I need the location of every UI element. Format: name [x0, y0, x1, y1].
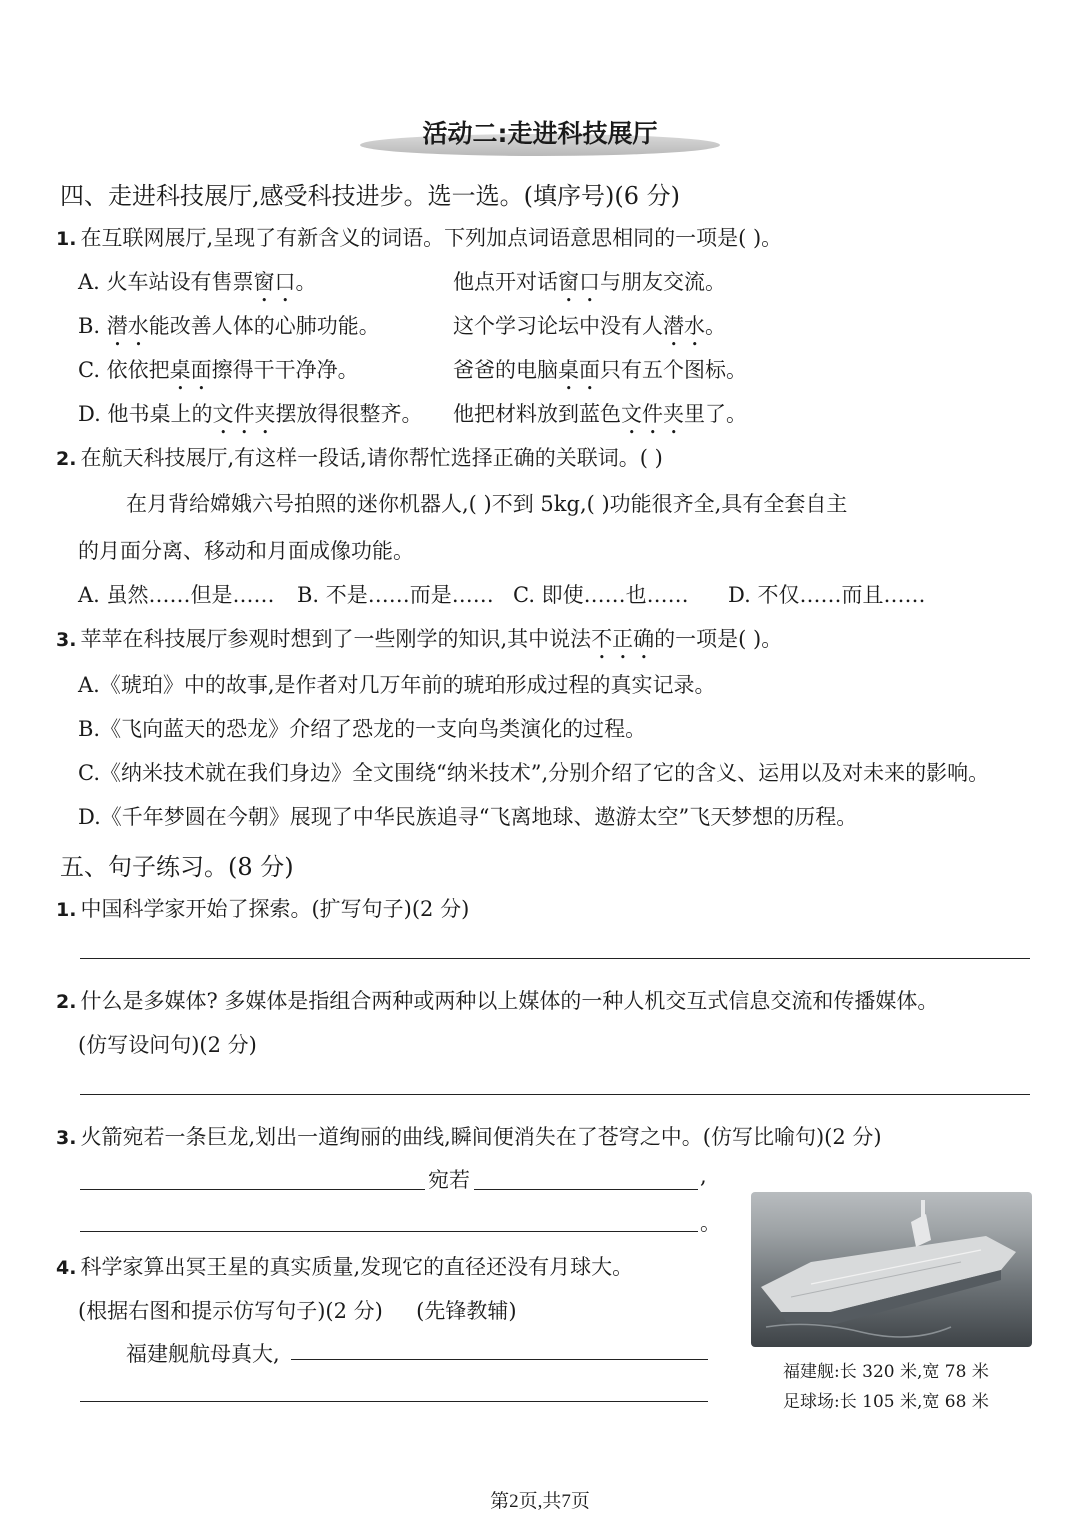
- q1-option-d-left: D. 他书桌上的文件夹摆放得很整齐。: [78, 402, 423, 426]
- q3-number: 3.: [56, 629, 77, 651]
- section4-heading: 四、走进科技展厅,感受科技进步。选一选。(填序号)(6 分): [60, 182, 680, 210]
- answer-line-q3-b[interactable]: [474, 1189, 698, 1190]
- q1-number: 1.: [56, 228, 77, 250]
- q3-simile-word: 宛若: [428, 1168, 470, 1192]
- answer-line-q3-a[interactable]: [80, 1189, 425, 1190]
- activity-title: 活动二:走进科技展厅: [422, 119, 658, 148]
- answer-line-q1[interactable]: [80, 958, 1030, 959]
- s5-q1: 1. 中国科学家开始了探索。(扩写句子)(2 分): [56, 897, 470, 921]
- q1-option-c-left: C. 依依把桌面擦得干干净净。: [78, 358, 359, 382]
- answer-line-q3-c[interactable]: [80, 1231, 698, 1232]
- q3-option-c: C.《纳米技术就在我们身边》全文围绕“纳米技术”,分别介绍了它的含义、运用以及对未来的影响。: [78, 761, 990, 785]
- q1-option-b-right: 这个学习论坛中没有人潜水。: [453, 314, 726, 338]
- answer-line-q4-a[interactable]: [291, 1359, 708, 1360]
- q2-option-c: C. 即使……也……: [513, 583, 689, 607]
- q3-option-d: D.《千年梦圆在今朝》展现了中华民族追寻“飞离地球、遨游太空”飞天梦想的历程。: [78, 805, 858, 829]
- aircraft-carrier-icon: [751, 1192, 1032, 1347]
- q3-option-a: A.《琥珀》中的故事,是作者对几万年前的琥珀形成过程的真实记录。: [78, 673, 716, 697]
- q2-passage-line1: 在月背给嫦娥六号拍照的迷你机器人,( )不到 5kg,( )功能很齐全,具有全套自主: [126, 492, 848, 516]
- q1-stem: [56, 222, 782, 252]
- q3-comma: ,: [700, 1164, 707, 1188]
- q1-option-c-right: 爸爸的电脑桌面只有五个图标。: [453, 358, 747, 382]
- s5-q4-instruction: (根据右图和提示仿写句子)(2 分) (先锋教辅): [78, 1299, 517, 1323]
- answer-line-q2[interactable]: [80, 1094, 1030, 1095]
- q2-option-d: D. 不仅……而且……: [728, 583, 926, 607]
- q4-prompt: 福建舰航母真大,: [126, 1342, 280, 1366]
- s5-q2: 2. 什么是多媒体? 多媒体是指组合两种或两种以上媒体的一种人机交互式信息交流和传播媒体。: [56, 989, 939, 1013]
- s5-q3: 3. 火箭宛若一条巨龙,划出一道绚丽的曲线,瞬间便消失在了苍穹之中。(仿写比喻句)(2 分): [56, 1125, 882, 1149]
- answer-line-q4-b[interactable]: [80, 1401, 708, 1402]
- s5-q2-instruction: (仿写设问句)(2 分): [78, 1033, 257, 1057]
- q2-stem: [56, 442, 663, 472]
- q2-stem-text: 在航天科技展厅,有这样一段话,请你帮忙选择正确的关联词。( ): [80, 446, 663, 470]
- q1-option-b-left: B. 潜水能改善人体的心肺功能。: [78, 314, 380, 338]
- q2-passage-line2: 的月面分离、移动和月面成像功能。: [78, 539, 414, 563]
- q2-option-a: A. 虽然……但是……: [78, 583, 275, 607]
- s5-q4: 4. 科学家算出冥王星的真实质量,发现它的直径还没有月球大。: [56, 1255, 634, 1279]
- q3-stem: 3. 苹苹在科技展厅参观时想到了一些刚学的知识,其中说法不正确的一项是( )。: [56, 627, 783, 651]
- q1-option-a-left: A. 火车站设有售票窗口。: [78, 270, 317, 294]
- aircraft-carrier-photo: [751, 1192, 1032, 1347]
- q2-number: 2.: [56, 448, 77, 470]
- caption-football-field: 足球场:长 105 米,宽 68 米: [783, 1392, 989, 1412]
- q2-option-b: B. 不是……而是……: [297, 583, 494, 607]
- q3-option-b: B.《飞向蓝天的恐龙》介绍了恐龙的一支向鸟类演化的过程。: [78, 717, 647, 741]
- section5-heading: 五、句子练习。(8 分): [60, 853, 294, 881]
- page-number: 第2页,共7页: [490, 1491, 590, 1512]
- q3-period: 。: [700, 1211, 721, 1235]
- q1-option-d-right: 他把材料放到蓝色文件夹里了。: [453, 402, 747, 426]
- q1-stem-text: 在互联网展厅,呈现了有新含义的词语。下列加点词语意思相同的一项是( )。: [80, 226, 783, 250]
- q1-option-a-right: 他点开对话窗口与朋友交流。: [453, 270, 726, 294]
- caption-fujian: 福建舰:长 320 米,宽 78 米: [783, 1362, 989, 1382]
